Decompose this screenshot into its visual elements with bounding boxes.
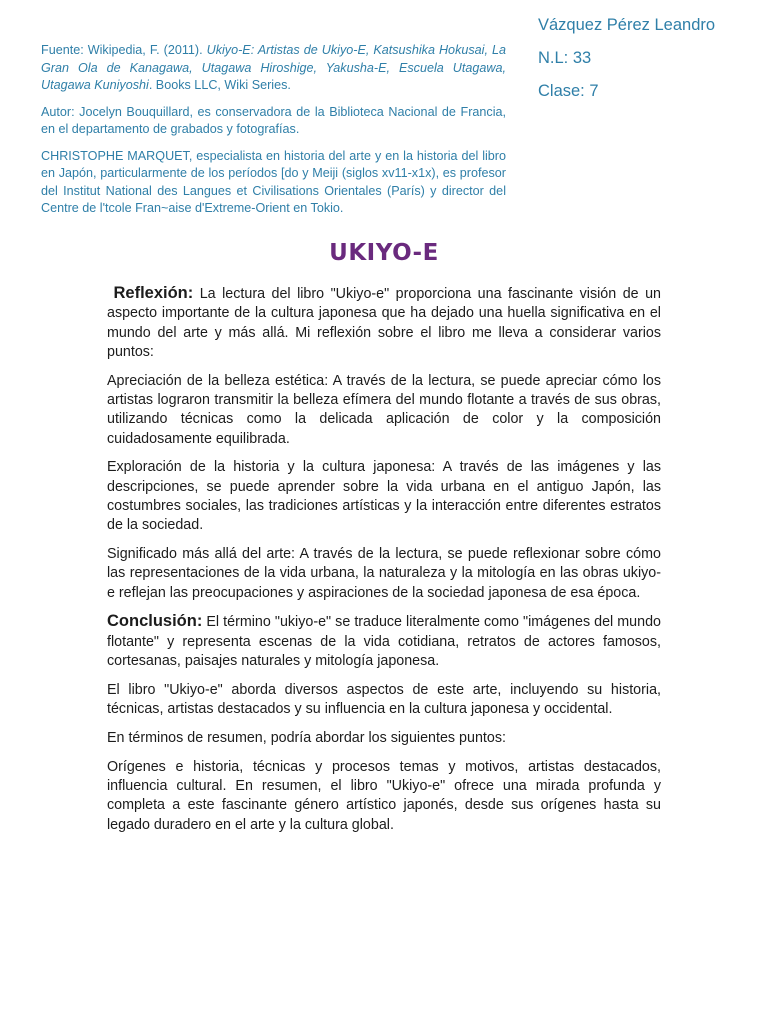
student-number: N.L: 33: [538, 49, 592, 67]
student-class: Clase: 7: [538, 82, 599, 100]
conclusion-text: El término "ukiyo-e" se traduce literalmente como "imágenes del mundo flotante" y representa escenas de la vida cotidiana, retratos de actores famosos, cortesanas, paisajes naturales y mitología japonesa.: [107, 614, 661, 670]
author-note: Autor: Jocelyn Bouquillard, es conservadora de la Biblioteca Nacional de Francia, en el departamento de grabados y fotografías.: [41, 104, 506, 136]
reflexion-paragraph: [107, 284, 661, 362]
marquet-note: CHRISTOPHE MARQUET, especialista en historia del arte y en la historia del libro en Japón, particularmente de los períodos [do y Meiji (siglos xv11-x1x), es profesor del Institut National des Langues et Civilisations Orientales (París) y director del Centre de l'tcole Fran~aise d'Extreme-Orient en Tokio.: [41, 148, 506, 215]
student-info: [538, 14, 715, 113]
reflexion-heading: Reflexión:: [113, 284, 194, 302]
reflexion-text: La lectura del libro "Ukiyo-e" proporciona una fascinante visión de un aspecto importante de la cultura japonesa que ha dejado una huella significativa en el mundo del arte y más allá. Mi reflexión sobre el libro me lleva a considerar varios puntos:: [107, 286, 661, 360]
citation-prefix: Fuente: Wikipedia, F. (2011).: [41, 43, 207, 57]
document-body: [107, 284, 661, 844]
origenes-paragraph: Orígenes e historia, técnicas y procesos temas y motivos, artistas destacados, influencia cultural. En resumen, el libro "Ukiyo-e" ofrece una mirada profunda y completa a este fascinante género artístico japonés, desde sus orígenes hasta su legado duradero en el arte y la cultura global.: [107, 758, 661, 833]
sources-block: [41, 42, 506, 227]
conclusion-paragraph: [107, 612, 661, 671]
citation-title: Ukiyo-E: Artistas de Ukiyo-E, Katsushika Hokusai, La Gran Ola de Kanagawa, Utagawa Hiroshige, Yakusha-E, Escuela Utagawa, Utagawa Kuniyoshi: [41, 43, 506, 92]
citation-suffix: . Books LLC, Wiki Series.: [148, 78, 291, 92]
student-name: Vázquez Pérez Leandro: [538, 16, 716, 34]
belleza-paragraph: Apreciación de la belleza estética: A través de la lectura, se puede apreciar cómo los artistas lograron transmitir la belleza efímera del mundo flotante a través de sus obras, utilizando técnicas como la delicada aplicación de color y la composición cuidadosamente equilibrada.: [107, 372, 661, 447]
page-title: UKIYO-E: [329, 240, 439, 266]
significado-paragraph: Significado más allá del arte: A través de la lectura, se puede reflexionar sobre cómo las representaciones de la vida urbana, la naturaleza y la mitología en las obras ukiyo-e reflejan las preocupaciones y aspiraciones de la sociedad japonesa de esa época.: [107, 546, 661, 601]
libro-paragraph: El libro "Ukiyo-e" aborda diversos aspectos de este arte, incluyendo su historia, técnicas, artistas destacados y su influencia en la cultura japonesa y occidental.: [107, 681, 661, 718]
resumen-paragraph: En términos de resumen, podría abordar los siguientes puntos:: [107, 729, 506, 746]
source-citation: [41, 42, 506, 95]
historia-paragraph: Exploración de la historia y la cultura japonesa: A través de las imágenes y las descripciones, se puede aprender sobre la vida urbana en el antiguo Japón, las costumbres sociales, las tradiciones artísticas y la interacción entre diferentes estratos de la sociedad.: [107, 459, 661, 534]
conclusion-heading: Conclusión:: [107, 612, 203, 631]
